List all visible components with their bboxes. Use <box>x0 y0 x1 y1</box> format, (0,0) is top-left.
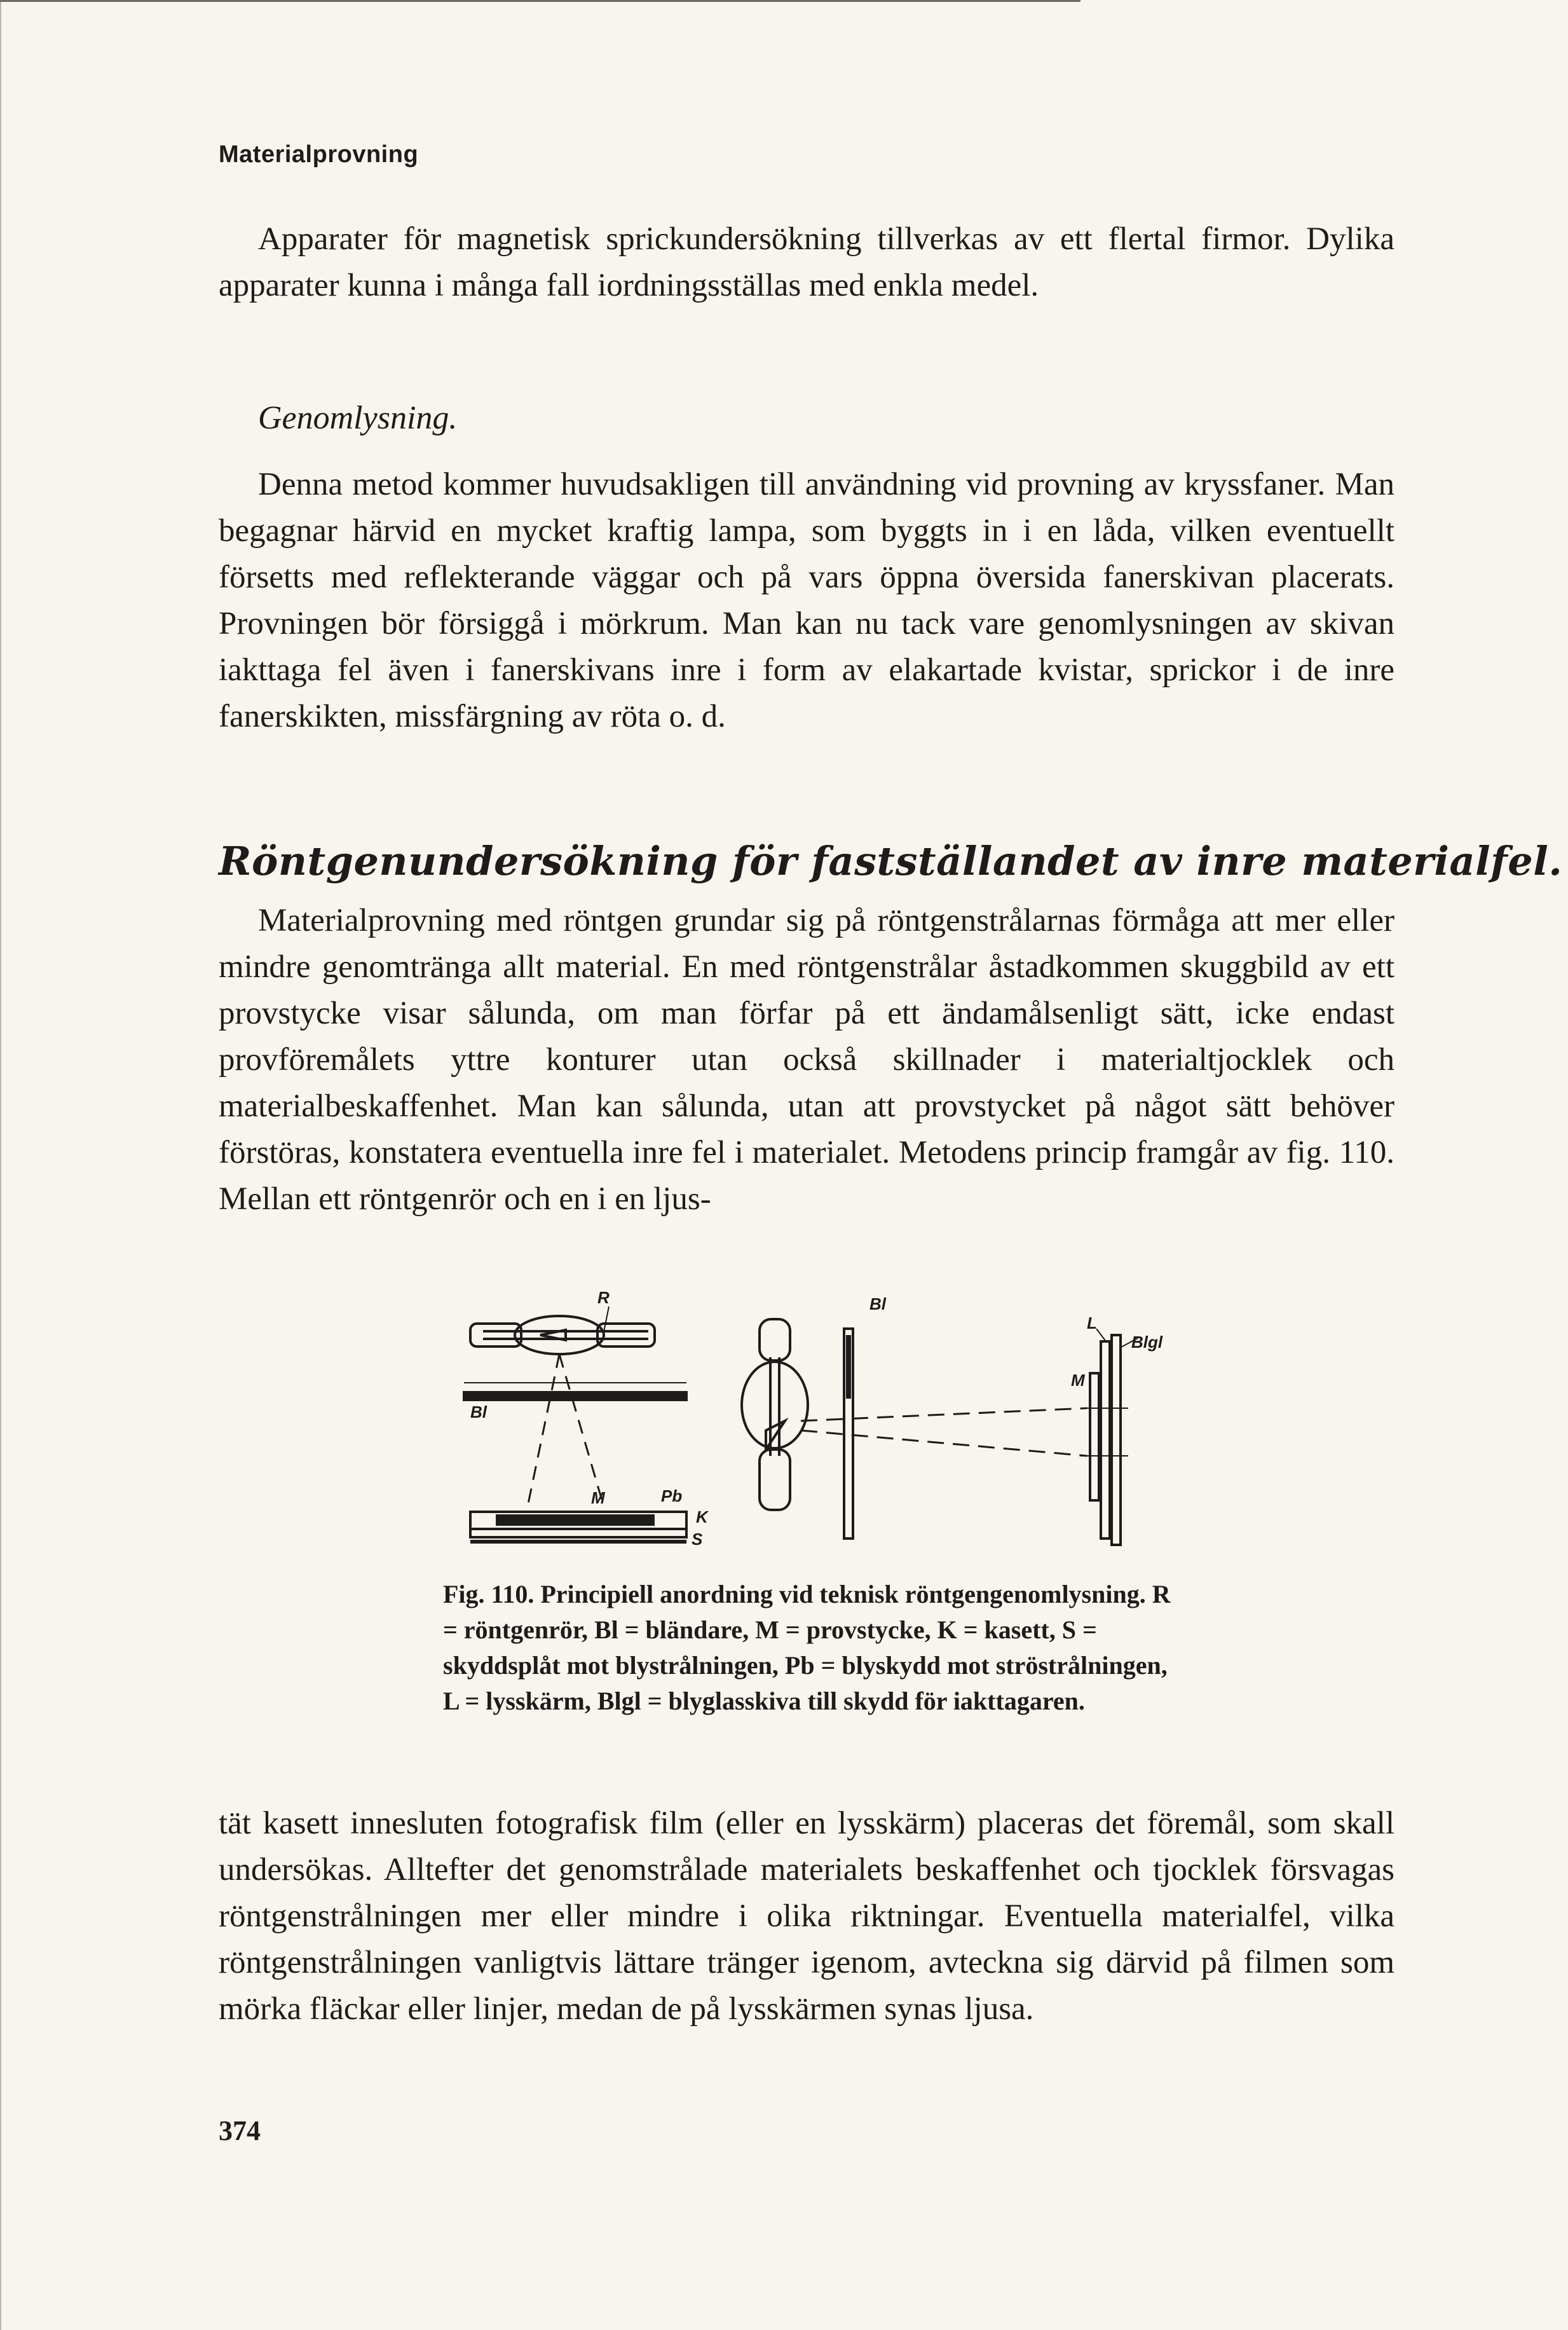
page-top-rule <box>0 0 1081 2</box>
paragraph-continuation <box>219 1800 1394 2032</box>
screen-assembly <box>1081 1335 1128 1545</box>
paragraph-text: Apparater för magnetisk sprickundersökning tillverkas av ett flertal firmor. Dylika apparater kunna i många fall iordningsställas med enkla medel. <box>219 221 1394 303</box>
label-s: S <box>692 1530 703 1549</box>
xray-tube-middle <box>742 1319 808 1510</box>
figure-caption <box>443 1577 1174 1719</box>
label-k: K <box>696 1507 708 1526</box>
label-m-left: M <box>591 1488 605 1507</box>
page-number: 374 <box>219 2115 261 2146</box>
paragraph-genomlysning <box>219 462 1394 740</box>
label-blgl: Blgl <box>1131 1333 1163 1352</box>
paragraph-text: tät kasett innesluten fotografisk film (eller en lysskärm) placeras det föremål, som skall undersökas. Alltefter det genomstrålade materialets beskaffenhet och tjocklek försvagas röntgenstrålningen mer eller mindre i olika riktningar. Eventuella materialfel, vilka röntgenstrålningen vanligtvis lättare tränger igenom, avteckna sig därvid på filmen som mörka fläckar eller linjer, medan de på lysskärmen synas ljusa. <box>219 1806 1394 2027</box>
label-l: L <box>1087 1313 1097 1333</box>
section-title: Röntgenundersökning för fastställandet av inre materialfel. <box>219 838 1563 884</box>
caption-label: Fig. 110. <box>443 1580 535 1608</box>
subheading-genomlysning: Genomlysning. <box>258 400 458 436</box>
running-head: Materialprovning <box>219 141 419 168</box>
label-m-right: M <box>1071 1371 1085 1390</box>
label-r: R <box>597 1288 610 1307</box>
diaphragm-bl-left <box>464 1392 686 1400</box>
xray-tube-left <box>470 1316 655 1354</box>
label-bl-right: Bl <box>869 1294 886 1313</box>
paragraph-text: Materialprovning med röntgen grundar sig på röntgenstrålarnas förmåga att mer eller mindre genomtränga allt material. En med röntgenstrålar åstadkommen skuggbild av ett provstycke visar sålunda, om man förfar på ett ändamålsenligt sätt, icke endast provföremålets yttre konturer utan också skillnader i materialtjocklek och materialbeskaffenhet. Man kan sålunda, utan att provstycket på något sätt behöver förstöras, konstatera eventuella inre fel i materialet. Metodens princip framgår av fig. 110. Mellan ett röntgenrör och en i en ljus- <box>219 903 1394 1217</box>
paragraph-magnetic <box>219 216 1394 309</box>
label-bl-left: Bl <box>470 1402 487 1422</box>
cassette-k <box>470 1512 686 1542</box>
page-edge-line <box>0 0 1 2330</box>
paragraph-text: Denna metod kommer huvudsakligen till användning vid provning av kryssfaner. Man begagnar härvid en mycket kraftig lampa, som byggts in i en låda, vilken eventuellt försetts med reflekterande väggar och på vars öppna översida fanerskivan placerats. Provningen bör försiggå i mörkrum. Man kan nu tack vare genomlysningen av skivan iakttaga fel även i fanerskivans inre i form av elakartade kvistar, sprickor i de inre fanerskikten, missfärgning av röta o. d. <box>219 467 1394 734</box>
label-pb: Pb <box>661 1486 683 1505</box>
caption-text: Principiell anordning vid teknisk röntgengenomlysning. R = röntgenrör, Bl = bländare, M = provstycke, K = kasett, S = skyddsplåt mot blystrålningen, Pb = blyskydd mot ströstrålningen, L = lysskärm, Blgl = blyglasskiva till skydd för iakttagaren. <box>443 1580 1171 1715</box>
figure-110-diagram <box>445 1271 1176 1564</box>
paragraph-rontgen <box>219 898 1394 1223</box>
